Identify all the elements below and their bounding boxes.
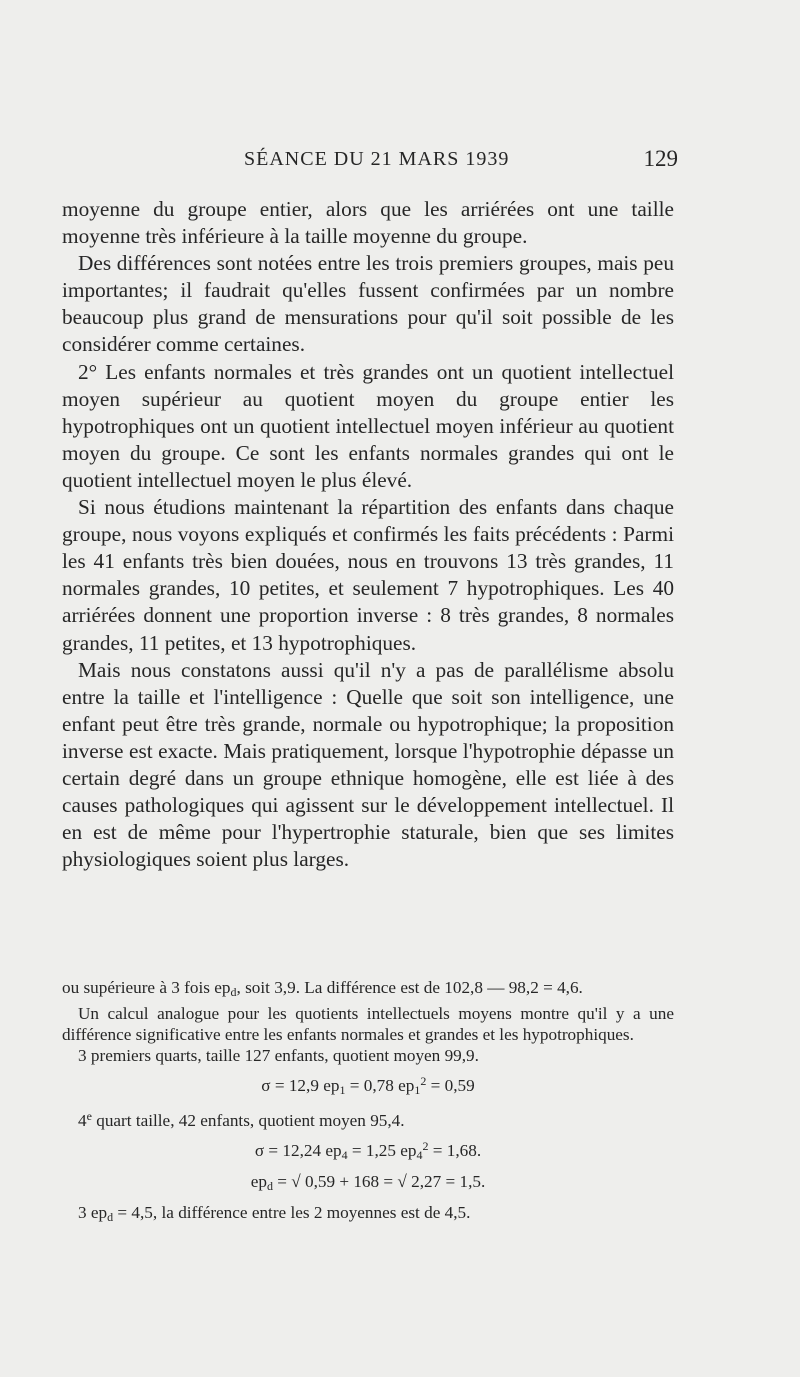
paragraph-2: Des différences sont notées entre les trois premiers groupes, mais peu importantes; il faudrait qu'elles fussent confirmées par un nombre beaucoup plus grand de mensurations pour qu'il soit possible de les considérer comme certaines. bbox=[62, 251, 674, 357]
note-text: , soit 3,9. La différence est de 102,8 — 98,2 = 4,6. bbox=[236, 978, 583, 997]
formula-text: = 0,78 ep bbox=[345, 1076, 415, 1095]
paragraph-4: Si nous étudions maintenant la répartition des enfants dans chaque groupe, nous voyons expliqués et confirmés les faits précédents : Parmi les 41 enfants très bien douées, nous en trouvons 13 très grandes, 11 normales grandes, 10 petites, et seulement 7 hypotrophiques. Les 40 arriérées donnent une proportion inverse : 8 très grandes, 8 normales grandes, 11 petites, et 13 hypotrophiques. bbox=[62, 495, 674, 655]
superscript: 2 bbox=[420, 1074, 427, 1088]
formula-2 bbox=[62, 1136, 674, 1166]
note-text: 4 bbox=[78, 1111, 87, 1130]
paragraph-3: 2° Les enfants normales et très grandes ont un quotient intellectuel moyen supérieur au quotient moyen du groupe entier les hypotrophiques ont un quotient intellectuel moyen inférieur au quotient moyen du groupe. Ce sont les enfants normales grandes qui ont le quotient intellectuel moyen le plus élevé. bbox=[62, 359, 674, 492]
note-text: 3 ep bbox=[78, 1203, 108, 1222]
superscript: e bbox=[86, 1109, 92, 1123]
subscript: 1 bbox=[339, 1083, 346, 1097]
footnotes bbox=[62, 977, 674, 1228]
subscript: d bbox=[107, 1210, 114, 1224]
note-line-4 bbox=[62, 1106, 674, 1131]
subscript: 4 bbox=[341, 1148, 348, 1162]
paragraph-1: moyenne du groupe entier, alors que les arriérées ont une taille moyenne très inférieure à la taille moyenne du groupe. bbox=[62, 197, 674, 249]
note-text: = 4,5, la différence entre les 2 moyennes est de 4,5. bbox=[113, 1203, 471, 1222]
page-header bbox=[62, 148, 678, 178]
formula-text: = 1,68. bbox=[428, 1141, 482, 1160]
note-line-5 bbox=[62, 1202, 674, 1228]
formula-text: = 1,25 ep bbox=[347, 1141, 417, 1160]
superscript: 2 bbox=[422, 1139, 429, 1153]
formula-1 bbox=[62, 1071, 674, 1101]
formula-text: = 0,59 bbox=[426, 1076, 475, 1095]
note-paragraph-2: Un calcul analogue pour les quotients intellectuels moyens montre qu'il y a une différence significative entre les enfants normales et grandes et les hypotrophiques. bbox=[62, 1004, 674, 1044]
formula-text: σ = 12,9 ep bbox=[261, 1076, 340, 1095]
formula-text: = √ 0,59 + 168 = √ 2,27 = 1,5. bbox=[272, 1172, 486, 1191]
formula-text: ep bbox=[250, 1172, 267, 1191]
note-text: quart taille, 42 enfants, quotient moyen 95,4. bbox=[91, 1111, 405, 1130]
note-line-3: 3 premiers quarts, taille 127 enfants, quotient moyen 99,9. bbox=[78, 1046, 479, 1065]
paragraph-5: Mais nous constatons aussi qu'il n'y a pas de parallélisme absolu entre la taille et l'intelligence : Quelle que soit son intelligence, une enfant peut être très grande, normale ou hypotrophique; la proposition inverse est exacte. Mais pratiquement, lorsque l'hypotrophie dépasse un certain degré dans un groupe ethnique homogène, elle est liée à des causes pathologiques qui agissent sur le développement intellectuel. Il en est de même pour l'hypertrophie staturale, bien que ses limites physiologiques soient plus larges. bbox=[62, 657, 674, 872]
note-text: ou supérieure à 3 fois ep bbox=[62, 978, 231, 997]
running-title: SÉANCE DU 21 MARS 1939 bbox=[244, 148, 510, 170]
subscript: 4 bbox=[416, 1148, 423, 1162]
subscript: d bbox=[230, 985, 237, 999]
subscript: d bbox=[266, 1179, 273, 1193]
page-number: 129 bbox=[643, 146, 678, 171]
note-line-1 bbox=[62, 977, 674, 1003]
body-text bbox=[62, 196, 674, 873]
subscript: 1 bbox=[414, 1083, 421, 1097]
formula-3 bbox=[62, 1171, 674, 1197]
formula-text: σ = 12,24 ep bbox=[254, 1141, 342, 1160]
